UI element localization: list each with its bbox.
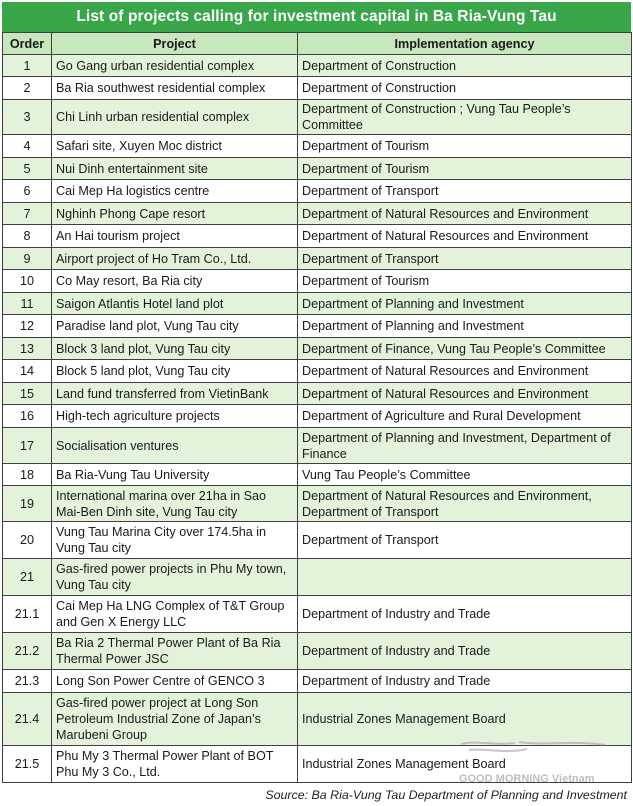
row-order: 1 <box>3 55 52 77</box>
row-project: Cai Mep Ha LNG Complex of T&T Group and Gen X Energy LLC <box>52 596 298 633</box>
row-agency: Department of Industry and Trade <box>298 596 632 633</box>
row-agency: Department of Transport <box>298 180 632 203</box>
row-project: Ba Ria southwest residential complex <box>52 77 298 100</box>
header-order: Order <box>3 33 52 55</box>
row-project: Chi Linh urban residential complex <box>52 100 298 135</box>
row-order: 12 <box>3 315 52 338</box>
row-agency: Department of Planning and Investment <box>298 315 632 338</box>
row-order: 3 <box>3 100 52 135</box>
row-project: Long Son Power Centre of GENCO 3 <box>52 670 298 693</box>
row-agency: Department of Natural Resources and Environment, Department of Transport <box>298 486 632 522</box>
row-agency <box>298 559 632 596</box>
row-order: 18 <box>3 464 52 486</box>
row-project: Nghinh Phong Cape resort <box>52 203 298 225</box>
row-order: 19 <box>3 486 52 522</box>
row-project: Go Gang urban residential complex <box>52 55 298 77</box>
row-agency: Department of Industry and Trade <box>298 670 632 693</box>
row-order: 15 <box>3 383 52 405</box>
row-project: Ba Ria-Vung Tau University <box>52 464 298 486</box>
table-row <box>3 77 632 100</box>
source-note: Source: Ba Ria-Vung Tau Department of Planning and Investment <box>265 788 627 802</box>
table-row <box>3 55 632 77</box>
row-project: Block 5 land plot, Vung Tau city <box>52 360 298 383</box>
header-agency: Implementation agency <box>298 33 632 55</box>
row-project: Safari site, Xuyen Moc district <box>52 135 298 158</box>
row-order: 10 <box>3 270 52 293</box>
table-row <box>3 293 632 315</box>
table-row <box>3 248 632 270</box>
row-project: Land fund transferred from VietinBank <box>52 383 298 405</box>
row-order: 14 <box>3 360 52 383</box>
row-project: Saigon Atlantis Hotel land plot <box>52 293 298 315</box>
row-order: 21.2 <box>3 633 52 670</box>
row-project: Ba Ria 2 Thermal Power Plant of Ba Ria Thermal Power JSC <box>52 633 298 670</box>
row-order: 21.4 <box>3 693 52 746</box>
row-project: Vung Tau Marina City over 174.5ha in Vung Tau city <box>52 522 298 559</box>
projects-table <box>2 32 632 783</box>
row-order: 7 <box>3 203 52 225</box>
row-agency: Department of Natural Resources and Environment <box>298 360 632 383</box>
row-agency: Department of Planning and Investment, Department of Finance <box>298 428 632 464</box>
table-row <box>3 270 632 293</box>
row-project: Co May resort, Ba Ria city <box>52 270 298 293</box>
row-agency: Vung Tau People’s Committee <box>298 464 632 486</box>
row-project: Phu My 3 Thermal Power Plant of BOT Phu My 3 Co., Ltd. <box>52 746 298 783</box>
table-row <box>3 100 632 135</box>
row-agency: Department of Transport <box>298 522 632 559</box>
table-row <box>3 315 632 338</box>
row-order: 21.3 <box>3 670 52 693</box>
row-project: An Hai tourism project <box>52 225 298 248</box>
row-order: 21.1 <box>3 596 52 633</box>
row-order: 6 <box>3 180 52 203</box>
table-row <box>3 405 632 428</box>
row-project: Cai Mep Ha logistics centre <box>52 180 298 203</box>
row-agency: Department of Construction ; Vung Tau People’s Committee <box>298 100 632 135</box>
row-agency: Department of Natural Resources and Environment <box>298 225 632 248</box>
table-row <box>3 670 632 693</box>
table-row <box>3 383 632 405</box>
row-order: 5 <box>3 158 52 180</box>
row-agency: Department of Natural Resources and Environment <box>298 203 632 225</box>
row-order: 13 <box>3 338 52 360</box>
table-row <box>3 135 632 158</box>
row-project: Gas-fired power project at Long Son Petroleum Industrial Zone of Japan’s Marubeni Group <box>52 693 298 746</box>
table-row <box>3 225 632 248</box>
row-order: 21.5 <box>3 746 52 783</box>
table-row <box>3 596 632 633</box>
row-agency: Industrial Zones Management Board <box>298 693 632 746</box>
row-project: Block 3 land plot, Vung Tau city <box>52 338 298 360</box>
row-agency: Department of Tourism <box>298 135 632 158</box>
table-row <box>3 486 632 522</box>
row-agency: Department of Transport <box>298 248 632 270</box>
table-row <box>3 522 632 559</box>
row-project: High-tech agriculture projects <box>52 405 298 428</box>
row-agency: Department of Finance, Vung Tau People’s Committee <box>298 338 632 360</box>
table-row <box>3 338 632 360</box>
table-row <box>3 428 632 464</box>
table-header-row <box>3 33 632 55</box>
row-agency: Department of Tourism <box>298 270 632 293</box>
row-agency: Department of Planning and Investment <box>298 293 632 315</box>
table-row <box>3 158 632 180</box>
row-order: 2 <box>3 77 52 100</box>
row-agency: Department of Industry and Trade <box>298 633 632 670</box>
table-row <box>3 746 632 783</box>
row-agency: Department of Natural Resources and Environment <box>298 383 632 405</box>
table-row <box>3 360 632 383</box>
row-agency: Department of Construction <box>298 77 632 100</box>
projects-table-container <box>2 2 631 783</box>
row-agency: Industrial Zones Management Board <box>298 746 632 783</box>
table-row <box>3 203 632 225</box>
watermark-text: GOOD MORNING Vietnam <box>459 773 595 785</box>
row-order: 20 <box>3 522 52 559</box>
table-row <box>3 464 632 486</box>
row-project: Paradise land plot, Vung Tau city <box>52 315 298 338</box>
row-project: Socialisation ventures <box>52 428 298 464</box>
row-project: International marina over 21ha in Sao Mai-Ben Dinh site, Vung Tau city <box>52 486 298 522</box>
row-agency: Department of Agriculture and Rural Development <box>298 405 632 428</box>
row-agency: Department of Tourism <box>298 158 632 180</box>
row-order: 11 <box>3 293 52 315</box>
table-row <box>3 633 632 670</box>
row-project: Gas-fired power projects in Phu My town, Vung Tau city <box>52 559 298 596</box>
row-order: 4 <box>3 135 52 158</box>
row-project: Nui Dinh entertainment site <box>52 158 298 180</box>
row-order: 16 <box>3 405 52 428</box>
row-order: 9 <box>3 248 52 270</box>
row-project: Airport project of Ho Tram Co., Ltd. <box>52 248 298 270</box>
table-row <box>3 180 632 203</box>
row-order: 17 <box>3 428 52 464</box>
table-row <box>3 559 632 596</box>
row-order: 8 <box>3 225 52 248</box>
row-agency: Department of Construction <box>298 55 632 77</box>
table-row <box>3 693 632 746</box>
table-title: List of projects calling for investment capital in Ba Ria-Vung Tau <box>2 2 631 32</box>
row-order: 21 <box>3 559 52 596</box>
header-project: Project <box>52 33 298 55</box>
